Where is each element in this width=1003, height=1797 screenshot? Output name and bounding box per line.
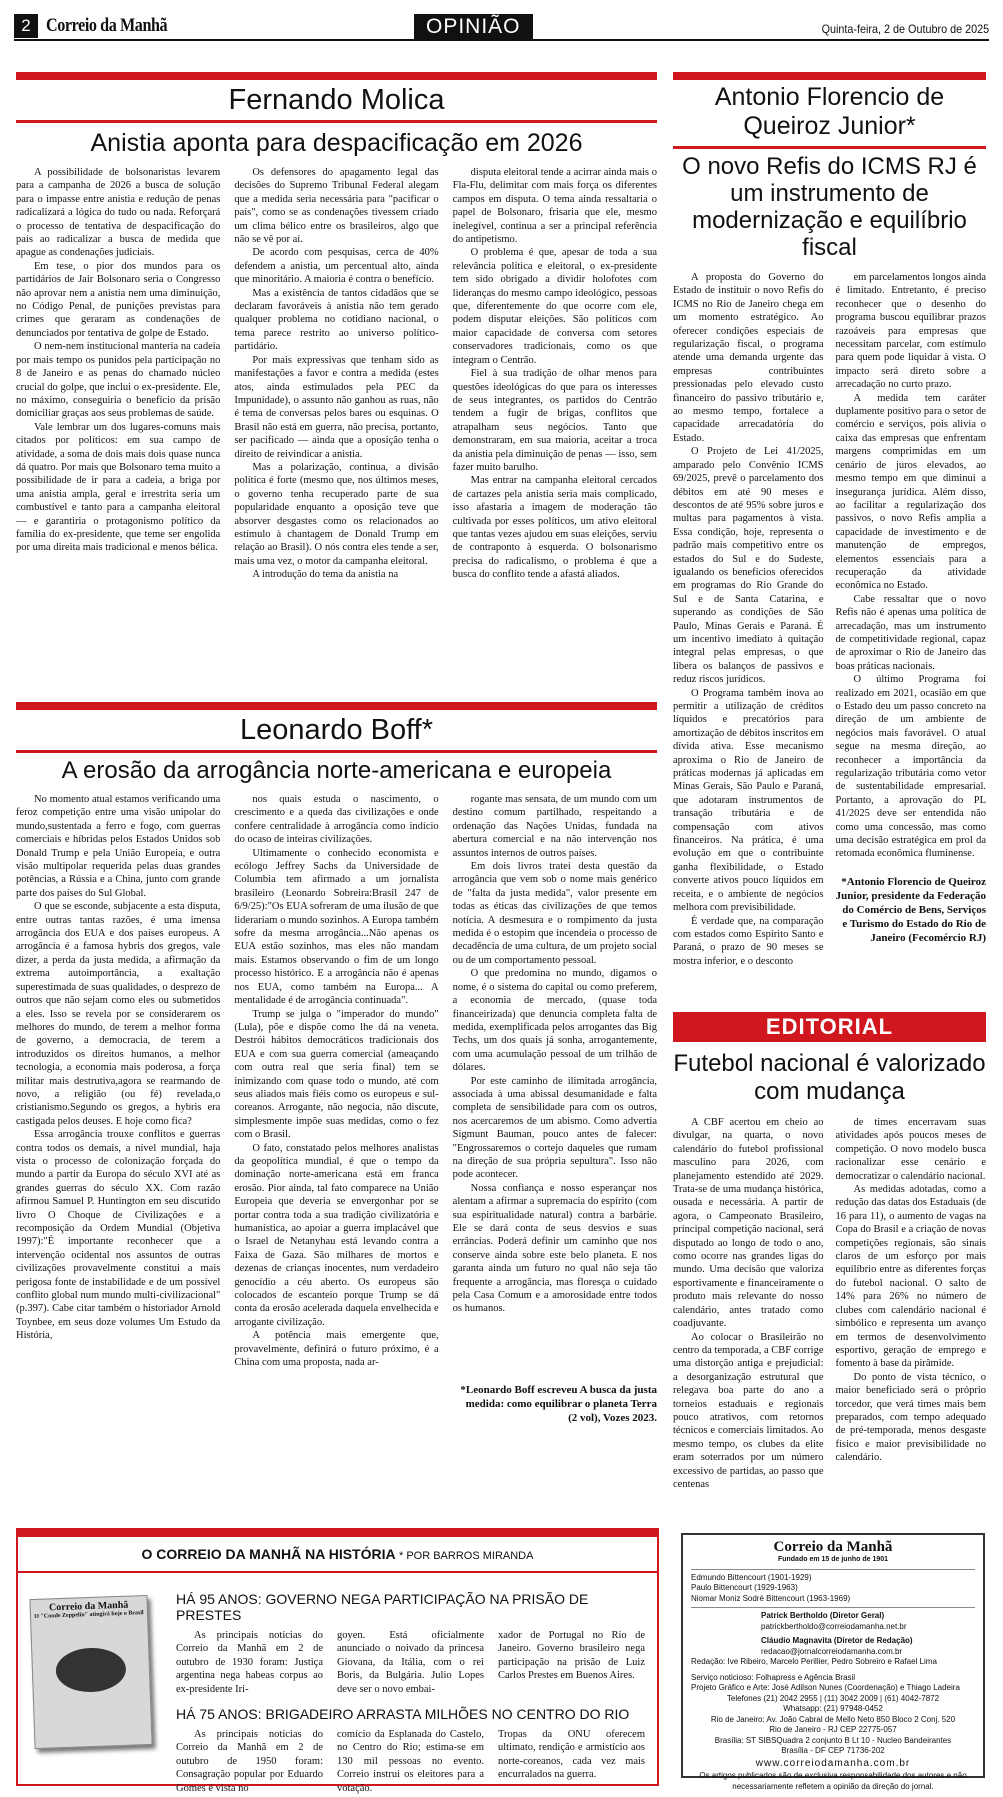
column: Tropas da ONU oferecem ultimato, rendição e armistício aos norte-coreanos, cada vez mais encurralados na guerra. xyxy=(498,1729,645,1781)
paragraph: disputa eleitoral tende a acirrar ainda mais o Fla-Flu, delimitar com mais força os diferentes campos em disputa. O tema ainda ressaltaria o papel de Bolsonaro, frisaria que ele, mesmo inelegível, continua a ser a principal referência do antipetismo. xyxy=(452,167,657,246)
column: comício da Esplanada do Castelo, no Centro do Rio; estima-se em 130 mil pessoas no evento. Correio instrui os eleitores para a votação. xyxy=(337,1729,484,1794)
email-link[interactable]: patrickbertholdo@correiodamanha.net.br xyxy=(761,1621,907,1631)
article-body xyxy=(16,166,657,582)
paragraph: No momento atual estamos verificando uma feroz competição entre uma visão unipolar do mundo,sustentada a ferro e fogo, com guerras comerciais e híbridas pelos Estados Unidos sob Donald Trump e pela União Europeia, e outra visão multipolar requerida pelas duas grandes potências, a Rússia e a China, junto com grande parte dos países do Sul Global. xyxy=(16,794,221,899)
history-item-title: HÁ 95 ANOS: GOVERNO NEGA PARTICIPAÇÃO NA PRISÃO DE PRESTES xyxy=(176,1591,589,1623)
page-header xyxy=(14,14,989,41)
founder: Edmundo Bittencourt (1901-1929) xyxy=(691,1572,812,1582)
red-rule xyxy=(16,72,657,80)
paragraph: Mas entrar na campanha eleitoral cercados de cartazes pela anistia seria mais complicado, isso afastaria a imagem de moderação tão cultivada por esses políticos, um ativo eleitoral que tantas vezes ajudou em suas eleições, serviu de contraponto à esquerda. O bolsonarismo precisa do radicalismo, o problema é que a busca do conflito tende a afastá aliados. xyxy=(452,475,657,581)
author-bio: *Leonardo Boff escreveu A busca da justa medida: como equilibrar o planeta Terra (2 vol), Vozes 2023. xyxy=(460,1384,657,1425)
director: Patrick Bertholdo (Diretor Geral) xyxy=(761,1611,885,1620)
headline: Futebol nacional é valorizado com mudança xyxy=(673,1050,986,1105)
paragraph: em parcelamentos longos ainda é limitado. Entretanto, é preciso reconhecer que o desenho do programa buscou equilibrar prazos razoáveis para empresas que necessitam parcelar, com estímulo para quem pode liquidar à vista. O impacto será direto sobre a arrecadação no curto prazo. xyxy=(835,272,986,391)
history-item xyxy=(176,1591,645,1696)
red-rule xyxy=(673,72,986,80)
column xyxy=(453,166,657,582)
disclaimer: Os artigos publicados são de exclusiva responsabilidade dos autores e não necessariamente refletem a opinião da direção do jornal. xyxy=(699,1771,967,1791)
phones: Telefones (21) 2042 2955 | (11) 3042 2009 | (61) 4042-7872 xyxy=(726,1693,940,1703)
design-credits: Projeto Gráfico e Arte: José Adilson Nunes (Coordenação) e Thiago Ladeira xyxy=(691,1683,960,1692)
paragraph: Fiel à sua tradição de olhar menos para questões ideológicas do que para os interesses de seus integrantes, os partidos do Centrão tendem a fugir de brigas, conflitos que atrapalham seus negócios. Tanto que demonstraram, em sua maioria, aceitar a troca da anistia pela diminuição de penas — isso, sem fazer muito barulho. xyxy=(452,368,657,473)
address: Rio de Janeiro: Av. João Cabral de Mello Neto 850 Bloco 2 Conj. 520 xyxy=(710,1714,956,1724)
article-body xyxy=(16,793,657,1369)
headline: A erosão da arrogância norte-americana e europeia xyxy=(61,757,612,784)
article-boff xyxy=(16,702,657,1425)
paragraph: Essa arrogância trouxe conflitos e guerras contra todos os demais, a nível mundial, haja vista o processo de colonização forçada do mundo a partir da Europa do século XVI até as grandes guerras do século XX. Com razão afirmou Samuel P. Huntington em seu discutido livro O Choque de Civilizações e a recomposição da Ordem Mundial (Objetiva 1997):"É importante reconhecer que a intervenção ocidental nos assuntos de outras civilizações provavelmente constitui a mais perigosa fonte de instabilidade e de um possível conflito global num mundo multi-civilizacional"(p.397). Cabe citar também o historiador Arnold Toynbee, em seus doze volumes Um Estudo da História, xyxy=(16,1129,221,1342)
red-rule xyxy=(673,146,986,149)
divider xyxy=(691,1569,975,1570)
paragraph: O último Programa foi realizado em 2021, ocasião em que o Estado deu um passo concreto na direção de um ambiente de negócios mais favorável. O atual segue na mesma direção, ao reconhecer a importância da regularização tributária como vetor de sustentabilidade empresarial. Portanto, a aprovação do PL 41/2025 deve ser entendida não como uma concessão, mas como uma decisão estratégica em prol da retomada econômica fluminense. xyxy=(835,674,986,860)
author-name: Fernando Molica xyxy=(228,84,445,116)
page-number: 2 xyxy=(14,14,38,38)
paragraph: A medida tem caráter duplamente positivo para o setor de comércio e serviços, pois alivia o caixa das empresas que enfrentam margens comprimidas em um cenário de juros elevados, ao mesmo tempo em que diminui a insegurança jurídica. Além disso, ao facilitar a regularização dos passivos, o novo Refis amplia a capacidade de investimento e de manutenção de empregos, elementos essenciais para a recuperação da atividade econômica no Estado. xyxy=(835,392,986,592)
paragraph: O fato, constatado pelos melhores analistas da geopolítica mundial, é que o tempo da dominação norte-americana está em franca erosão. Pior ainda, tal fato comparece na União Europeia que deveria se envergonhar por se portar contra toda a sua tradição civilizatória e humanística, ao apoiar a guerra implacável que o Israel de Netanyhau está levando contra a Faixa de Gaza. São milhares de mortos e dezenas de crianças inocentes, num verdadeiro genocídio a céu aberto. Os europeus são colocados de escanteio porque Trump se dá conta da erosão acelerada daquela envelhecida e arrogante civilização. xyxy=(234,1142,439,1328)
column: goyen. Está oficialmente anunciado o noivado da princesa Giovana, da Itália, com o rei Boris, da Bulgária. Julio Lopes deve ser o novo embai- xyxy=(337,1630,484,1695)
archive-page-thumbnail: Correio da Manhã O "Conde Zeppelin" atingirá hoje o Brasil xyxy=(29,1595,152,1749)
founded-date: Fundado em 15 de junho de 1901 xyxy=(777,1556,889,1563)
paragraph: Por mais expressivas que tenham sido as manifestações a favor e contra a medida (estes atos, ainda estimulados pela PEC da Impunidade), o assunto não ganhou as ruas, não é tema de conversas pelos bares ou esquinas. O Brasil não está em guerra, não precisa, portanto, ser pacificado — ainda que a oposição tenha o direito de reivindicar a anistia. xyxy=(234,354,439,460)
director: Cláudio Magnavita (Diretor de Redação) xyxy=(761,1636,913,1645)
editorial-banner: EDITORIAL xyxy=(673,1012,986,1042)
paragraph: O problema é que, apesar de toda a sua relevância política e eleitoral, o ex-presidente tem sido obrigado a dividir holofotes com lideranças do mesmo campo ideológico, pessoas que, diferentemente do que ocorre com ele, podem disputar eleições. São políticos com maior capacidade de conversa com setores conservadores tradicionais, como os que integram o Centrão. xyxy=(452,247,657,366)
address: Brasília: ST SIBSQuadra 2 conjunto B Lt 10 - Nucleo Bandeirantes xyxy=(714,1735,952,1745)
whatsapp: Whatsapp: (21) 97948-0452 xyxy=(783,1704,883,1713)
masthead-logo: Correio da Manhã xyxy=(773,1539,893,1555)
news-service: Serviço noticioso: Folhapress e Agência Brasil xyxy=(691,1672,856,1682)
paragraph: rogante mas sensata, de um mundo com um destino comum partilhado, respeitando a ordenação das Nações Unidas, fundada na abertura comercial e na não intervenção nos assuntos internos de outros países. xyxy=(452,794,657,859)
masthead-logo: Correio da Manhã xyxy=(46,15,168,36)
address: Rio de Janeiro - RJ CEP 22775-057 xyxy=(769,1725,897,1734)
address: Brasília - DF CEP 71736-202 xyxy=(781,1746,885,1755)
paragraph: O que se esconde, subjacente a esta disputa, entre outras tantas razões, é uma imensa arrogância dos EUA e dos países europeus. A arrogância é a famosa hybris dos gregos, vale dizer, a perda da justa medida, a afirmação da extrema autoimportância, a exaltação superestimada de suas qualidades, o desprezo de outros que não sejam como eles ou submetidos a eles. Isso se revela por se considerarem os melhores do mundo, de terem a melhor forma de governo, a democracia, de terem a introduzidos os direitos humanos, a melhor tecnologia, a economia mais poderosa, a força militar mais destrutiva,agora se rearmando de novo, a religião (ou fé) revelada,o cristianismo.Segundo os gregos, a hybris era castigada pelos deuses. E hoje como fica? xyxy=(16,901,221,1127)
paragraph: O que predomina no mundo, digamos o nome, é o sistema do capital ou como preferem, a economia de mercado, (quase toda financeirizada) que denuncia completa falta de medida, exemplificada pelos arrogantes das Big Techs, um dos quais já sonha, arrogantemente, com uma acumulação pessoal de um trilhão de dólares. xyxy=(452,968,657,1074)
paragraph: de times encerravam suas atividades após poucos meses de competição. O novo modelo busca racionalizar esse cenário e democratizar o calendário nacional. xyxy=(835,1117,986,1182)
paragraph: Cabe ressaltar que o novo Refis não é apenas uma política de arrecadação, mas um instrumento de competitividade regional, capaz de aproximar o Rio de Janeiro das boas práticas nacionais. xyxy=(835,593,986,672)
column xyxy=(453,793,657,1369)
founder: Paulo Bittencourt (1929-1963) xyxy=(691,1583,798,1592)
divider xyxy=(691,1607,975,1608)
date-line: Quinta-feira, 2 de Outubro de 2025 xyxy=(821,22,989,36)
column xyxy=(673,1116,824,1491)
paragraph: nos quais estuda o nascimento, o crescimento e a queda das civilizações e onde confere centralidade à arrogância como indício do ocaso de inteiras civilizações. xyxy=(234,794,439,846)
founder: Niomar Moniz Sodré Bittencourt (1963-1969) xyxy=(691,1593,851,1603)
column xyxy=(836,1116,987,1491)
red-rule xyxy=(16,120,657,123)
paragraph: Do ponto de vista técnico, o maior beneficiado será o próprio torcedor, que verá times mais bem preparados, com tempo adequado de pré-temporada, menos desgaste físico e maior previsibilidade no calendário. xyxy=(835,1371,986,1464)
author-name: Antonio Florencio de Queiroz Junior* xyxy=(714,83,945,140)
zeppelin-photo xyxy=(55,1647,126,1693)
history-box xyxy=(16,1528,659,1794)
paragraph: De acordo com pesquisas, cerca de 40% defendem a anistia, um percentual alto, ainda que minoritário. A maioria é contra o benefício. xyxy=(234,247,439,286)
paragraph: Os defensores do apagamento legal das decisões do Supremo Tribunal Federal alegam que a medida seria necessária para "pacificar o país", como se as condenações tivessem criado um clima bélico entre os brasileiros, algo que não se vê por aí. xyxy=(234,167,439,246)
history-title: O CORREIO DA MANHÃ NA HISTÓRIA * POR BARROS MIRANDA xyxy=(18,1537,657,1573)
email-link[interactable]: redacao@jornalcorreiodamanha.com.br xyxy=(761,1646,903,1656)
paragraph: Mas a existência de tantos cidadãos que se declaram favoráveis à anistia não tem gerado qualquer problema no cotidiano nacional, o tema parece restrito ao universo político-partidário. xyxy=(234,287,439,353)
paragraph: Vale lembrar um dos lugares-comuns mais citados por políticos: em sua campo de atividade, a soma de dois mais dois quase nunca dá quatro. Por mais que Bolsonaro tema muito a possibilidade de ir para a cadeia, a briga por uma anistia ampla, geral e irrestrita seria um combustível e tanto para a campanha eleitoral — e garantiria o protagonismo político da família do ex-presidente, que teme ser engolida por uma direita mais tradicional e menos bélica. xyxy=(16,421,221,554)
paragraph: A potência mais emergente que, provavelmente, definirá o futuro próximo, é a China com uma proposta, nada ar- xyxy=(234,1330,439,1369)
red-rule xyxy=(16,750,657,753)
article-molica xyxy=(16,72,657,582)
paragraph: É verdade que, na comparação com estados como Espírito Santo e Paraná, o prazo de 90 meses se mostra inferior, e o desconto xyxy=(673,915,824,967)
headline: Anistia aponta para despacificação em 2026 xyxy=(90,129,583,157)
staff-list: Redação: Ive Ribeiro, Marcelo Perillier, Pedro Sobreiro e Rafael Lima xyxy=(691,1657,937,1666)
paragraph: A introdução do tema da anistia na xyxy=(252,569,399,581)
paragraph: Por este caminho de ilimitada arrogância, associada à uma abissal desumanidade e falta completa de sensibilidade para com os outros, nos acercaremos de um abismo. Como advertia Sigmunt Bauman, pouco antes de falecer: "Engrossaremos o cortejo daqueles que rumam na direção de sua própria sepultura". Isso não pode acontecer. xyxy=(452,1075,657,1181)
section-label: OPINIÃO xyxy=(414,14,533,40)
column: xador de Portugal no Rio de Janeiro. Governo brasileiro nega participação na prisão de Luiz Carlos Prestes em Buenos Aires. xyxy=(498,1630,645,1682)
paragraph: As medidas adotadas, como a redução das datas dos Estaduais (de 16 para 11), o aumento de vagas na Copa do Brasil e a criação de novas competições regionais, são sinais claros de um esforço por mais equilíbrio entre as diferentes forças do futebol nacional. O salto de 14% para 26% no número de clubes com calendário nacional é simbólico e representa um avanço em termos de desenvolvimento esportivo, geração de emprego e fomento à base da pirâmide. xyxy=(835,1184,986,1370)
website-link[interactable]: www.correiodamanha.com.br xyxy=(755,1757,911,1769)
paragraph: O Programa também inova ao permitir a utilização de créditos líquidos e precatórios para amortização de débitos inscritos em dívida ativa. Esse mecanismo aproxima o Rio de Janeiro de práticas modernas já aplicadas em Minas Gerais, São Paulo e Paraná, que adotaram instrumentos de transação tributária e de compensação com ativos financeiros. Na prática, é uma evolução em que o contribuinte ganha flexibilidade, o Estado converte ativos pouco líquidos em receita, e o ambiente de negócios melhora com previsibilidade. xyxy=(673,687,824,914)
history-item-title: HÁ 75 ANOS: BRIGADEIRO ARRASTA MILHÕES NO CENTRO DO RIO xyxy=(176,1706,630,1723)
paragraph: Mas a polarização, continua, a divisão política é forte (mesmo que, nos últimos meses, o governo tenha recuperado parte de sua popularidade enquanto a oposição teve que absorver desgastes como os relacionados ao estímulo à chantagem de Donald Trump em relação ao Brasil). O nós contra eles tende a ser, mais uma vez, o motor da campanha eleitoral. xyxy=(234,461,439,567)
article-body xyxy=(673,1116,986,1491)
paragraph: Trump se julga o "imperador do mundo" (Lula), põe e dispõe como lhe dá na veneta. Destrói hábitos democráticos tradicionais dos EUA e com sua guerra comercial (ameaçando com outra real que seria final) tem se inimizando com quase todo o mundo, até com seus aliados mais fiéis como os europeus e sul-coreanos. Arrogante, não negocia, não discute, simplesmente impõe suas medidas, como o fez com o Brasil. xyxy=(234,1008,439,1141)
headline: O novo Refis do ICMS RJ é um instrumento de modernização e equilíbrio fiscal xyxy=(682,153,977,261)
author-name: Leonardo Boff* xyxy=(240,714,433,746)
history-item xyxy=(176,1706,645,1795)
article-queiroz xyxy=(673,72,986,968)
article-body xyxy=(673,271,986,968)
column: As principais notícias do Correio da Manhã em 2 de outubro de 1950 foram: Consagração popular por Eduardo Gomes é vista no xyxy=(176,1729,323,1794)
column xyxy=(673,271,824,968)
paragraph: Nossa confiança e nosso esperançar nos alentam a afirmar a supremacia do espírito (com sua espiritualidade natural) contra a barbárie. Ele se dará conta de seus desvios e suas errâncias. Poderá definir um caminho que nos conserve ainda sobre este belo planeta. E nos garanta ainda um futuro no qual não seja tão frequente a arrogância, mas floresça o cuidado pela Casa Comum e a amorosidade entre todos os humanos. xyxy=(452,1182,657,1315)
editorial xyxy=(673,1012,986,1491)
column xyxy=(16,166,220,582)
column xyxy=(836,271,987,968)
paragraph: A possibilidade de bolsonaristas levarem para a campanha de 2026 a busca de solução para o impasse entre anistia e redução de penas radicalizará a lógica do tudo ou nada. Reforçará o processo de tentativa de despacificação do país ao radicalizar a busca de medida que apague as condenações judiciais. xyxy=(16,167,221,259)
author-bio: *Antonio Florencio de Queiroz Junior, presidente da Federação do Comércio de Bens, Serviços e Turismo do Estado do Rio de Janeiro (Fecomércio RJ) xyxy=(835,875,986,944)
paragraph: Ao colocar o Brasileirão no centro da temporada, a CBF corrige uma distorção antiga e prejudicial: a desorganização estrutural que relegava boa parte do ano a torneios estaduais e regionais pouco atrativos, com retornos técnicos e comerciais limitados. Ao mesmo tempo, os clubes da elite eram soterrados por um número excessivo de partidas, ao passo que centenas xyxy=(673,1331,824,1490)
column xyxy=(234,793,438,1369)
red-rule xyxy=(16,702,657,710)
paragraph: O nem-nem institucional manteria na cadeia por mais tempo os punidos pela participação no 8 de Janeiro e as penas do chamado núcleo crucial do golpe, que inclui o ex-presidente. Ele, no máximo, conseguiria o benefício da prisão domiciliar graças aos seus problemas de saúde. xyxy=(16,341,221,420)
paragraph: O Projeto de Lei 41/2025, amparado pelo Convênio ICMS 69/2025, prevê o parcelamento dos débitos em até 90 meses e descontos de até 95% sobre juros e multas para pagamentos à vista. Essa condição, hoje, representa o padrão mais competitivo entre os estados do Sul e do Sudeste, igualando os benefícios oferecidos em programas do Rio Grande do Sul e de Santa Catarina, e superando as condições de São Paulo, Minas Gerais e Paraná. É um incentivo imediato à quitação integral pelas empresas, o que libera os balanços de passivos e reduz riscos jurídicos. xyxy=(673,446,824,686)
paragraph: Ultimamente o conhecido economista e ecólogo Jeffrey Sachs da Universidade de Columbia tem afirmado a um jornalista brasileiro (Leonardo Sobreira:Brasil 247 de 6/9/25):"Os EUA sofreram de uma ilusão de que liderariam o mundo sozinhos. A Europa também sofre da mesma arrogância...Não apenas os EUA estão sozinhos, mas eles não mandam mais. Estamos observando o fim de um longo processo histórico. E a arrogância não é apenas nos EUA, como também na Europa... A mentalidade é de arrogância continuada". xyxy=(234,847,439,1007)
paragraph: A CBF acertou em cheio ao divulgar, na quarta, o novo calendário do futebol profissional masculino para 2026, com planejamento estendido até 2029. Trata-se de uma mudança histórica, ousada e necessária. A partir de agora, o Campeonato Brasileiro, principal competição nacional, será disputado ao longo de todo o ano, como ocorre nas grandes ligas do mundo. Uma decisão que valoriza esportivamente e financeiramente o produto mais relevante do nosso calendário, antes tratado como coadjuvante. xyxy=(673,1117,824,1330)
column xyxy=(16,793,220,1369)
history-items xyxy=(176,1583,645,1795)
column: As principais notícias do Correio da Manhã em 2 de outubro de 1930 foram: Justiça argentina nega habeas corpus ao ex-presidente Iri- xyxy=(176,1630,323,1695)
paragraph: Em dois livros tratei desta questão da arrogância que vem sob o nome mais genérico de "falta da justa medida", valor presente em todas as éticas das civilizações de que temos notícia. A desmesura e o rompimento da justa medida é o estopim que incendeia o processo de decadência de uma cultura, de um projeto social ou de um comportamento pessoal. xyxy=(452,861,657,966)
expediente-box xyxy=(681,1533,985,1791)
column xyxy=(234,166,438,582)
paragraph: Em tese, o pior dos mundos para os partidários de Jair Bolsonaro seria o Congresso não aprovar nem a anistia nem uma diminuição, no Código Penal, de punições previstas para crimes que geraram as condenações de denunciados por tentativa de golpe de Estado. xyxy=(16,260,221,339)
paragraph: A proposta do Governo do Estado de instituir o novo Refis do ICMS no Rio de Janeiro chega em um momento estratégico. Ao oferecer condições especiais de regularização fiscal, o programa atende uma demanda urgente das empresas contribuintes pressionadas pelo elevado custo financeiro do passivo tributário e, ao mesmo tempo, fortalece a capacidade arrecadatória do Estado. xyxy=(673,272,824,444)
